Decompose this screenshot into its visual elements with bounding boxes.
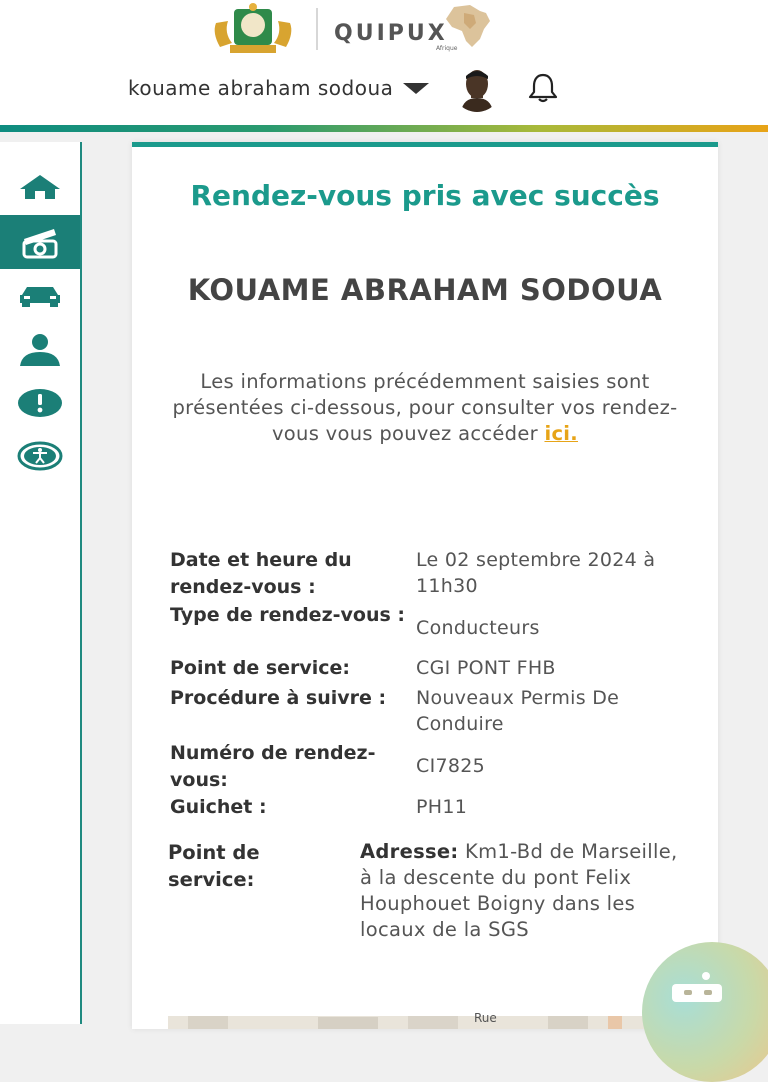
detail-label: Numéro de rendez-vous: [170, 742, 376, 791]
detail-value: CI7825 [416, 755, 486, 777]
info-text [162, 369, 688, 447]
brand-subtitle: Afrique [436, 45, 458, 52]
alert-icon [18, 388, 62, 418]
user-icon [18, 332, 62, 366]
quipux-logo [332, 3, 502, 55]
accessibility-icon [17, 441, 63, 471]
sidebar-item-accessibility[interactable] [0, 429, 80, 483]
address-section-label: Point de service: [168, 841, 260, 891]
app-header [0, 0, 768, 126]
camera-icon [20, 225, 60, 259]
detail-value: Nouveaux Permis De Conduire [416, 687, 620, 735]
detail-label: Type de rendez-vous : [170, 604, 405, 626]
home-icon [18, 173, 62, 201]
logo-group [212, 2, 502, 56]
user-menu [128, 64, 561, 112]
coat-of-arms-logo [212, 3, 294, 55]
detail-value: CGI PONT FHB [416, 657, 556, 679]
notifications-button[interactable] [525, 70, 561, 106]
sidebar-nav [0, 142, 82, 1024]
avatar[interactable] [453, 64, 501, 112]
info-text-body: Les informations précédemment saisies sont présentées ci-dessous, pour consulter vos rendez-vous vous pouvez accéder [172, 370, 678, 445]
sidebar-item-vehicles[interactable] [0, 268, 80, 322]
logo-separator [316, 8, 318, 50]
detail-label: Date et heure du rendez-vous : [170, 549, 352, 598]
chevron-down-icon[interactable] [403, 83, 429, 94]
chatbot-button[interactable] [642, 942, 768, 1082]
detail-label: Guichet : [170, 796, 267, 818]
sidebar-item-home[interactable] [0, 160, 80, 214]
success-title: Rendez-vous pris avec succès [190, 179, 660, 212]
address-text: Km1-Bd de Marseille, à la descente du pont Felix Houphouet Boigny dans les locaux de la SGS [360, 840, 678, 941]
detail-value: Le 02 septembre 2024 à 11h30 [416, 549, 656, 597]
bell-icon [526, 72, 560, 104]
sidebar-item-profile[interactable] [0, 322, 80, 376]
username-dropdown[interactable]: kouame abraham sodoua [128, 76, 394, 100]
user-photo [453, 64, 501, 112]
detail-value: Conducteurs [416, 617, 540, 639]
africa-map-icon [440, 3, 498, 49]
header-accent-bar [0, 125, 768, 132]
map-street-label: Rue [474, 1013, 497, 1025]
address-value [360, 839, 690, 943]
sidebar-item-appointments[interactable] [0, 215, 80, 269]
car-icon [18, 283, 62, 307]
robot-icon [672, 972, 722, 1002]
brand-name: QUIPUX [334, 21, 448, 46]
detail-value: PH11 [416, 796, 468, 818]
detail-label: Procédure à suivre : [170, 687, 387, 709]
appointments-link[interactable]: ici. [544, 422, 579, 445]
sidebar-item-alerts[interactable] [0, 376, 80, 430]
detail-label: Point de service: [170, 657, 351, 679]
person-name: KOUAME ABRAHAM SODOUA [187, 273, 663, 307]
address-key: Adresse: [360, 840, 459, 863]
service-point-map[interactable] [168, 1013, 668, 1029]
map-tiles [168, 1013, 668, 1029]
appointment-confirmation-card [132, 142, 718, 1029]
